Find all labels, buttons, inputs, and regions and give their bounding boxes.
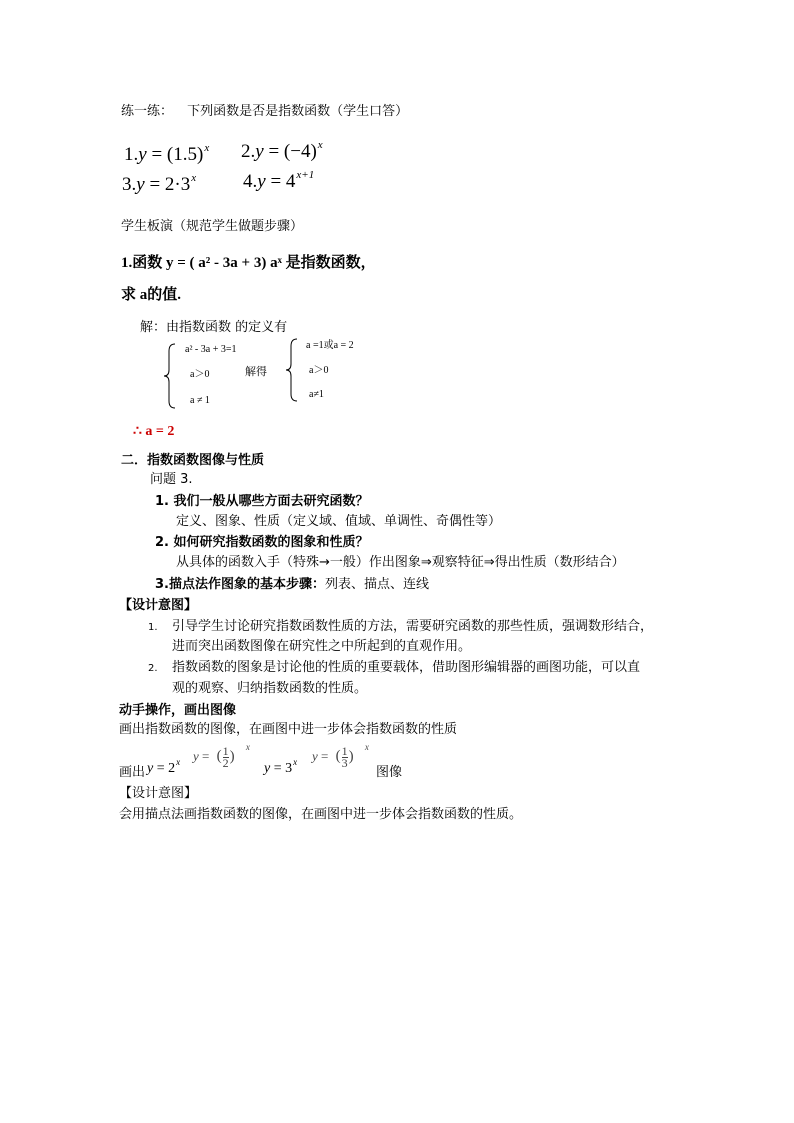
left-system-eq3: a ≠ 1 bbox=[190, 395, 210, 406]
practice-item-2: $2.y = (-4)^x$ bbox=[241, 139, 323, 162]
design-intent-text-2: 会用描点法画指数函数的图像，在画图中进一步体会指数函数的性质。 bbox=[119, 807, 523, 822]
hands-on-desc: 画出指数函数的图像，在画图中进一步体会指数函数的性质 bbox=[119, 722, 458, 737]
design-intent-heading-2: 【设计意图】 bbox=[119, 786, 198, 801]
question-2: 2. 如何研究指数函数的图象和性质？ bbox=[155, 535, 369, 550]
practice-item-4: $4.y = 4^{x+1}$ bbox=[243, 169, 315, 192]
practice-intro: 练一练： 下列函数是否是指数函数（学生口答） bbox=[121, 104, 409, 119]
hands-on-heading: 动手操作，画出图像 bbox=[119, 703, 237, 718]
right-system-eq3: a≠1 bbox=[309, 389, 324, 400]
board-problem-line2: 求 a的值. bbox=[121, 287, 182, 303]
design-item-1-num: 1. bbox=[148, 622, 158, 633]
jiede-label: 解得 bbox=[245, 365, 267, 378]
board-problem-line1: 1.函数 y = ( a² - 3a + 3) aˣ 是指数函数， bbox=[121, 255, 376, 271]
solution-label: 解：由指数函数 的定义有 bbox=[140, 320, 288, 335]
left-brace-icon bbox=[163, 343, 177, 409]
design-item-2-line2: 观的观察、归纳指数函数的性质。 bbox=[172, 681, 368, 696]
left-system-eq1: a² - 3a + 3=1 bbox=[185, 344, 237, 355]
section2-heading: 二．指数函数图像与性质 bbox=[121, 453, 265, 468]
design-intent-heading-1: 【设计意图】 bbox=[119, 598, 198, 613]
answer-1: 定义、图象、性质（定义域、值域、单调性、奇偶性等） bbox=[176, 514, 502, 529]
question-1: 1. 我们一般从哪些方面去研究函数？ bbox=[155, 494, 369, 509]
design-item-2-num: 2. bbox=[148, 663, 158, 674]
formula-3x: $y = 3^x$ bbox=[264, 757, 298, 776]
draw-suffix: 图像 bbox=[376, 765, 403, 780]
design-item-1-line1: 引导学生讨论研究指数函数性质的方法，需要研究函数的那些性质，强调数形结合， bbox=[172, 619, 654, 634]
formula-third-x: y = ( $\frac{1}{3}$ ) $^x$ bbox=[312, 742, 369, 770]
design-item-1-line2: 进而突出函数图像在研究性之中所起到的直观作用。 bbox=[172, 639, 472, 654]
practice-item-3: $3.y = 2\cdot 3^x$ bbox=[122, 172, 197, 195]
design-item-2-line1: 指数函数的图象是讨论他的性质的重要载体，借助图形编辑器的画图功能，可以直 bbox=[172, 660, 641, 675]
practice-item-1: $1.y = (1.5)^x$ bbox=[124, 142, 210, 165]
question-3: 3.描点法作图象的基本步骤：列表、描点、连线 bbox=[155, 577, 429, 592]
right-system-eq1: a =1或a = 2 bbox=[306, 340, 354, 351]
answer: ∴ a = 2 bbox=[133, 424, 175, 439]
problem3-label: 问题 3. bbox=[150, 472, 193, 487]
right-system-eq2: a＞0 bbox=[309, 365, 329, 376]
answer-2: 从具体的函数入手（特殊→一般）作出图象⇒观察特征⇒得出性质（数形结合） bbox=[176, 555, 625, 570]
formula-2x: $y = 2^x$ bbox=[147, 757, 181, 776]
formula-half-x: y = ( $\frac{1}{2}$ ) $^x$ bbox=[193, 742, 250, 770]
right-brace-icon bbox=[285, 338, 299, 402]
board-title: 学生板演（规范学生做题步骤） bbox=[121, 219, 304, 234]
draw-prefix: 画出 bbox=[119, 765, 146, 780]
left-system-eq2: a＞0 bbox=[190, 369, 210, 380]
